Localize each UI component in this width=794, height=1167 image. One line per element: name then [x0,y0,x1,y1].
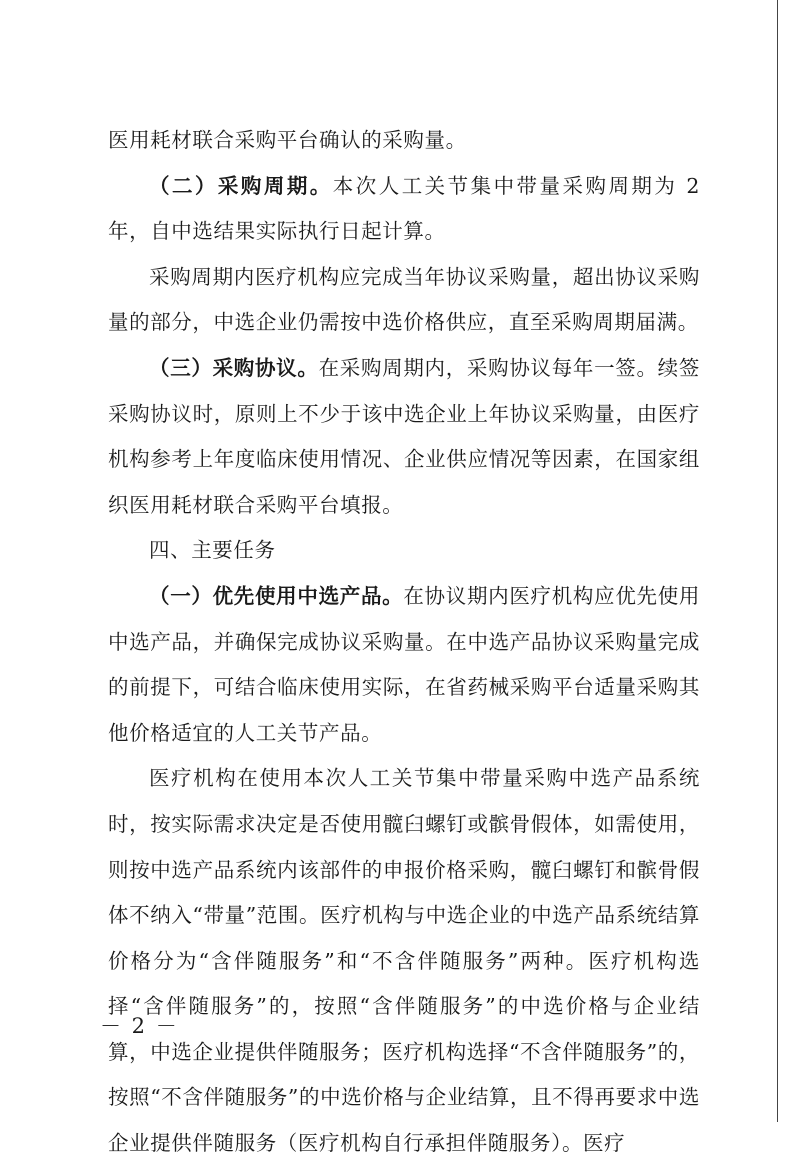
paragraph-priority-use [108,574,700,756]
document-body [108,118,700,1167]
paragraph-purchase-cycle [108,164,700,255]
paragraph-text: 医疗机构在使用本次人工关节集中带量采购中选产品系统时，按实际需求决定是否使用髋臼螺钉或髌骨假体，如需使用，则按中选产品系统内该部件的申报价格采购，髋臼螺钉和髌骨假体不纳入“带量”范围。医疗机构与中选企业的中选产品系统结算价格分为“含伴随服务”和“不含伴随服务”两种。医疗机构选择“含伴随服务”的，按照“含伴随服务”的中选价格与企业结算，中选企业提供伴随服务；医疗机构选择“不含伴随服务”的，按照“不含伴随服务”的中选价格与企业结算，且不得再要求中选企业提供伴随服务（医疗机构自行承担伴随服务）。医疗 [108,766,700,1156]
paragraph-text: 采购周期内医疗机构应完成当年协议采购量，超出协议采购量的部分，中选企业仍需按中选价格供应，直至采购周期届满。 [108,264,700,335]
paragraph-heading: （一）优先使用中选产品。 [149,583,404,608]
section-heading-text: 四、主要任务 [149,538,276,563]
paragraph-text: 本次人工关节集中带量采购周期为 2 年，自中选结果实际执行日起计算。 [108,173,700,244]
paragraph-text: 在采购周期内，采购协议每年一签。续签采购协议时，原则上不少于该中选企业上年协议采购量，由医疗机构参考上年度临床使用情况、企业供应情况等因素，在国家组织医用耗材联合采购平台填报。 [108,355,700,517]
paragraph-text: 在协议期内医疗机构应优先使用中选产品，并确保完成协议采购量。在中选产品协议采购量完成的前提下，可结合临床使用实际，在省药械采购平台适量采购其他价格适宜的人工关节产品。 [108,583,701,745]
page-number: － 2 － [100,1014,179,1038]
paragraph-1 [108,118,700,164]
paragraph-7 [108,756,700,1166]
paragraph-heading: （三）采购协议。 [149,355,319,380]
paragraph-3 [108,255,700,346]
scan-edge-line [777,0,778,1122]
paragraph-text: 医用耗材联合采购平台确认的采购量。 [108,128,467,152]
paragraph-purchase-agreement [108,346,700,528]
paragraph-heading: （二）采购周期。 [149,173,333,198]
section-heading-main-tasks [108,528,700,574]
